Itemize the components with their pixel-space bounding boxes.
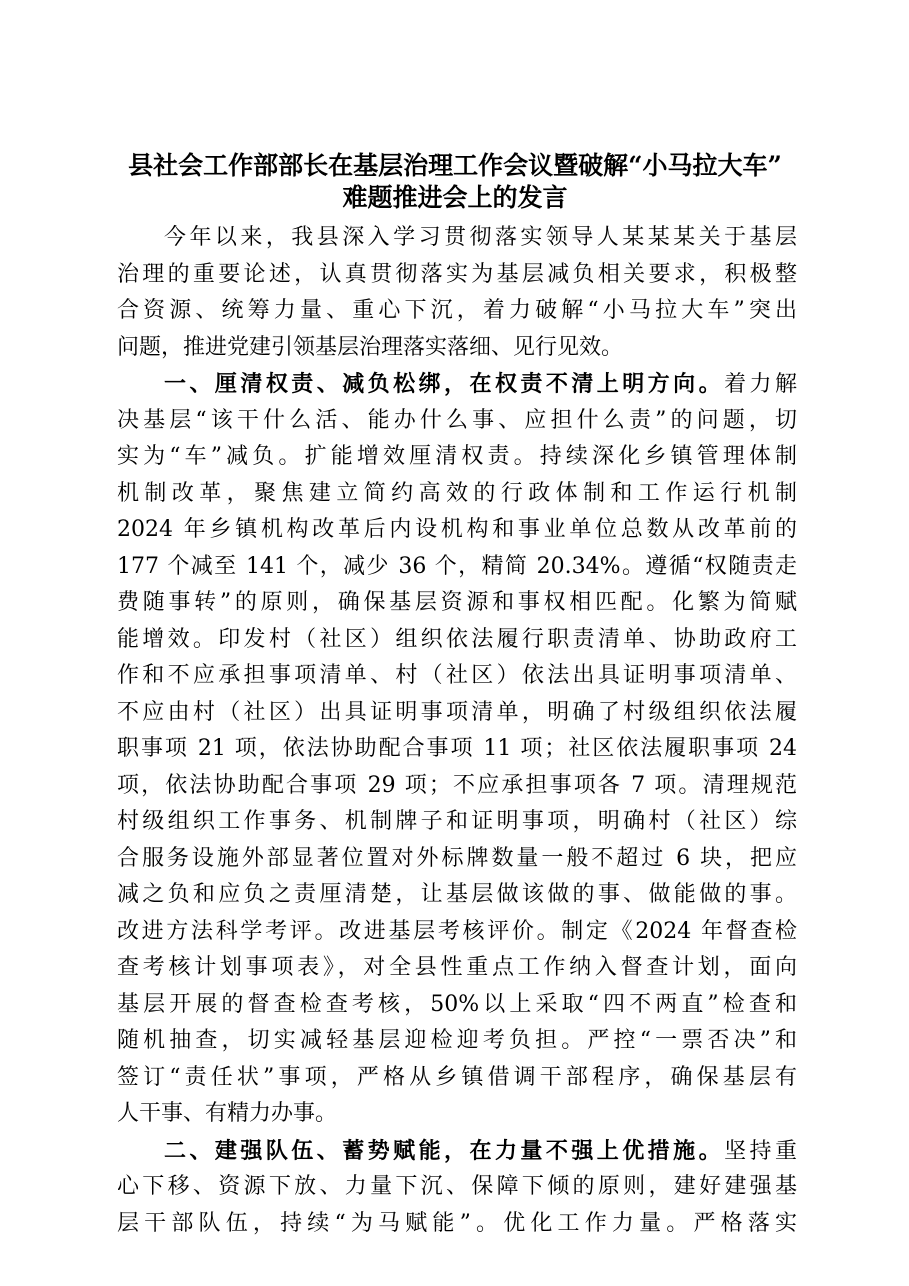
text-line: 合资源、统筹力量、重心下沉，着力破解“小马拉大车”突出 [117, 298, 797, 323]
paragraph-intro [117, 220, 797, 366]
text-line: 不应由村（社区）出具证明事项清单，明确了村级组织依法履 [117, 699, 797, 725]
text-line: 2024 年乡镇机构改革后内设机构和事业单位总数从改革前的 [117, 517, 797, 542]
paragraph-section-2 [117, 1133, 797, 1243]
text-line: 合服务设施外部显著位置对外标牌数量一般不超过 6 块，把应 [117, 845, 797, 871]
text-line: 今年以来，我县深入学习贯彻落实领导人某某某关于基层 [164, 225, 797, 250]
text-line: 问题，推进党建引领基层治理落实落细、见行见效。 [117, 334, 624, 360]
document-body [117, 220, 797, 1242]
text-line: 177 个减至 141 个，减少 36 个，精简 20.34%。遵循“权随责走 [117, 553, 797, 579]
text-line: 能增效。印发村（社区）组织依法履行职责清单、协助政府工 [117, 626, 797, 652]
text-line: 实为“车”减负。扩能增效厘清权责。持续深化乡镇管理体制 [117, 444, 797, 469]
section-first-line [117, 1133, 797, 1170]
text-line: 层干部队伍，持续“为马赋能”。优化工作力量。严格落实 [117, 1210, 797, 1236]
text-line: 村级组织工作事务、机制牌子和证明事项，明确村（社区）综 [117, 809, 797, 834]
text-line: 减之负和应负之责厘清楚，让基层做该做的事、做能做的事。 [117, 882, 797, 907]
document-title-line-2: 难题推进会上的发言 [342, 183, 568, 212]
document-title-line-1: 县社会工作部部长在基层治理工作会议暨破解“小马拉大车” [128, 151, 782, 180]
section-heading: 一、厘清权责、减负松绑，在权责不清上明方向。 [164, 371, 725, 397]
text-line: 项，依法协助配合事项 29 项；不应承担事项各 7 项。清理规范 [117, 772, 797, 798]
text-line: 费随事转”的原则，确保基层资源和事权相匹配。化繁为简赋 [117, 590, 797, 615]
text-line: 决基层“该干什么活、能办什么事、应担什么责”的问题，切 [117, 407, 797, 433]
text-line: 治理的重要论述，认真贯彻落实为基层减负相关要求，积极整 [117, 261, 797, 287]
text-line: 签订“责任状”事项，严格从乡镇借调干部程序，确保基层有 [117, 1064, 797, 1090]
text-line: 查考核计划事项表》，对全县性重点工作纳入督查计划，面向 [117, 955, 797, 980]
section-heading: 二、建强队伍、蓄势赋能，在力量不强上优措施。 [164, 1137, 725, 1164]
text-line: 基层开展的督查检查考核，50%以上采取“四不两直”检查和 [117, 991, 797, 1017]
text-line: 职事项 21 项，依法协助配合事项 11 项；社区依法履职事项 24 [117, 736, 797, 761]
text-line: 作和不应承担事项清单、村（社区）依法出具证明事项清单、 [117, 663, 797, 688]
text-line: 随机抽查，切实减轻基层迎检迎考负担。严控“一票否决”和 [117, 1028, 797, 1053]
section-heading-rest: 坚持重 [724, 1138, 797, 1164]
paragraph-section-1 [117, 366, 797, 1133]
text-line: 改进方法科学考评。改进基层考核评价。制定《2024 年督查检 [117, 918, 797, 944]
section-heading-rest: 着力解 [724, 372, 797, 397]
text-line: 机制改革，聚焦建立简约高效的行政体制和工作运行机制 [117, 480, 797, 506]
section-first-line [117, 366, 797, 403]
text-line: 心下移、资源下放、力量下沉、保障下倾的原则，建好建强基 [117, 1174, 797, 1199]
text-line: 人干事、有精力办事。 [117, 1101, 338, 1126]
